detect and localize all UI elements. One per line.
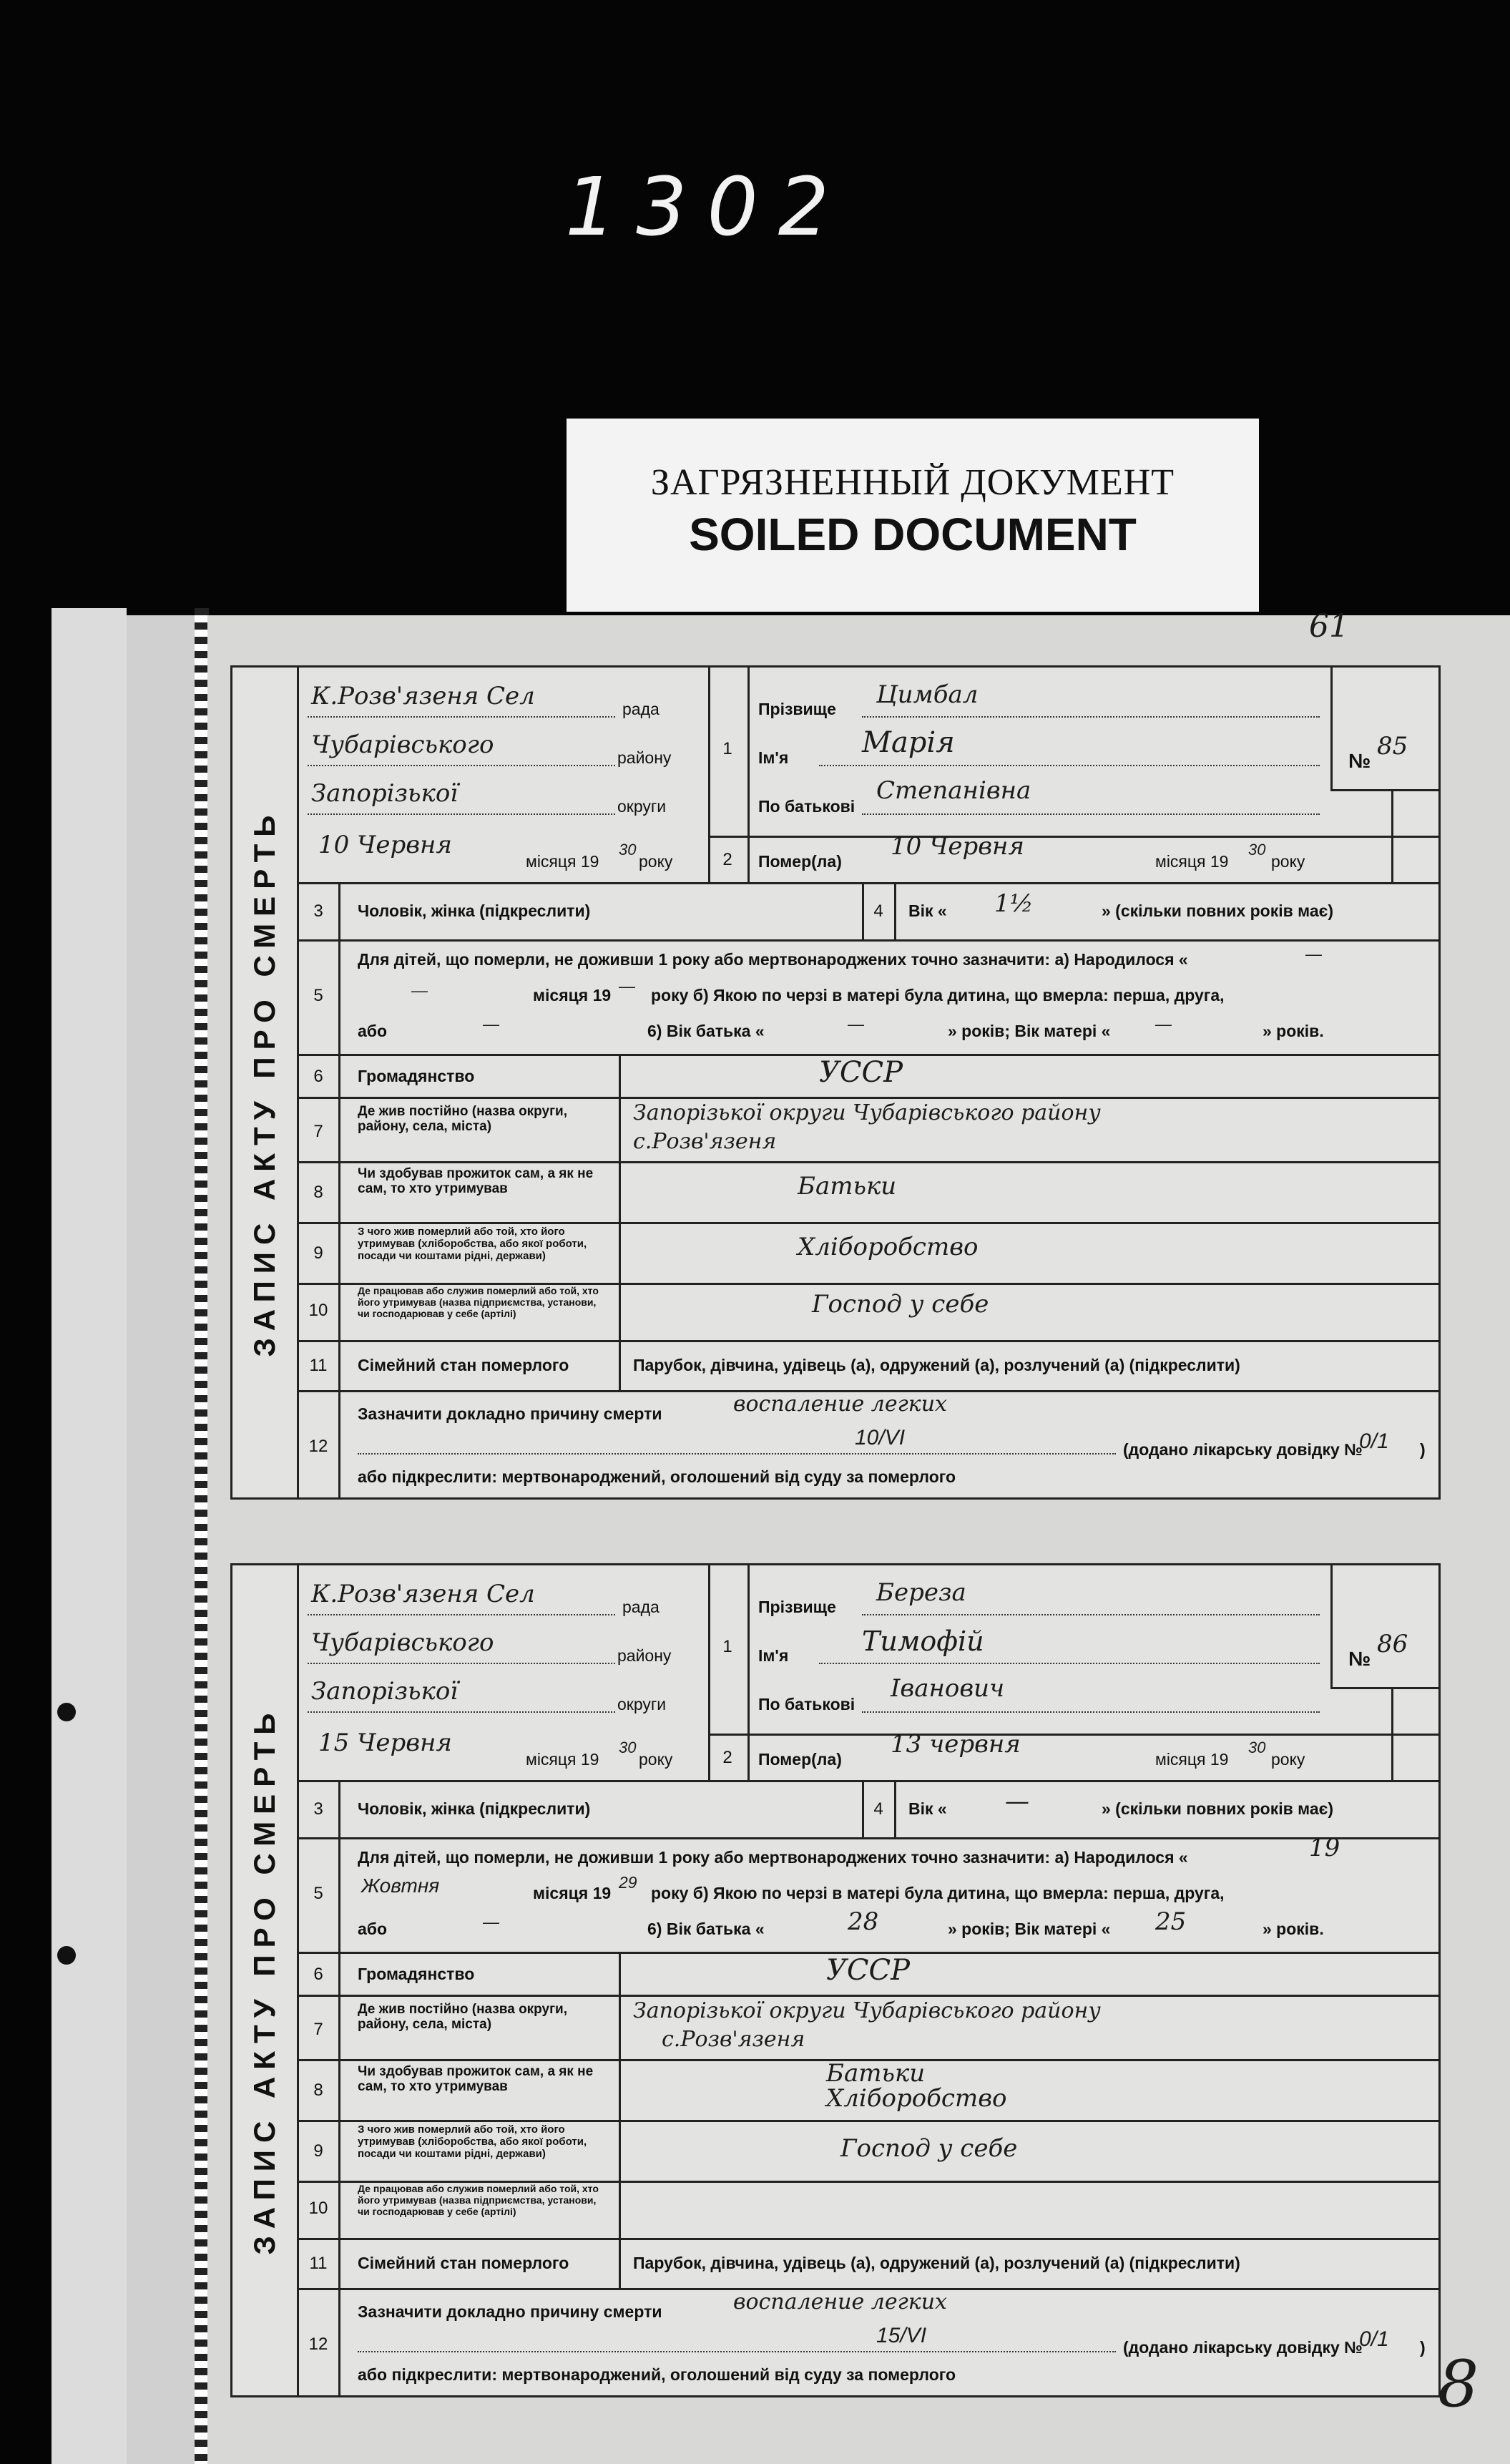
number-label: № [1348, 1648, 1371, 1670]
cert-value: 0/1 [1359, 2327, 1389, 2351]
livelihood-value: Батьки [826, 2059, 926, 2088]
livelihood-label: Чи здобував прожиток сам, а як не сам, то хто утримував [358, 1166, 594, 1196]
child-line2: місяця 19 [533, 1884, 612, 1902]
okrug-label: округи [617, 1695, 667, 1713]
child-line3b: 6) Вік батька « [647, 1022, 765, 1040]
livelihood-label: Чи здобував прожиток сам, а як не сам, то хто утримував [358, 2064, 594, 2094]
cert-close: ) [1420, 2338, 1426, 2357]
born-year-value: — [619, 977, 635, 995]
child-line3a: або [358, 1920, 388, 1938]
record-number: 86 [1377, 1630, 1408, 1658]
sex-label: Чоловік, жінка (підкреслити) [358, 1799, 591, 1818]
age-tail: » (скільки повних років має) [1102, 901, 1334, 920]
cert-close: ) [1420, 1440, 1426, 1459]
cause-label: Зазначити докладно причину смерти [358, 2302, 662, 2321]
died-year-value: 30 [1248, 1739, 1266, 1756]
born-day-value: — [1305, 944, 1322, 963]
name-label: Ім'я [758, 1646, 789, 1665]
roku-label: року [639, 1750, 673, 1769]
okrug-value: Запорізької [311, 1677, 459, 1706]
year-value: 30 [619, 841, 637, 859]
occupation-label: З чого жив померлий або той, хто його утримував (хліборобства, або якої роботи, посади чи коштами рідні, держави) [358, 1226, 587, 1262]
employer-value: Господ у себе [812, 1290, 989, 1319]
cert-label: (додано лікарську довідку № [1123, 1440, 1363, 1459]
marital-options: Парубок, дівчина, удівець (а), одружений (а), розлучений (а) (підкреслити) [633, 1356, 1240, 1374]
binding-edge [52, 608, 127, 2464]
child-line3c: » років; Вік матері « [948, 1022, 1111, 1040]
died-roku-label: року [1271, 1750, 1305, 1769]
rada-value: К.Розв'язеня Сел [311, 1580, 535, 1608]
residence-label: Де жив постійно (назва округи, району, села, міста) [358, 1104, 567, 1134]
child-line3b: 6) Вік батька « [647, 1920, 765, 1938]
cert-value: 0/1 [1359, 1429, 1389, 1453]
born-day-value: 19 [1309, 1834, 1340, 1862]
cause-label: Зазначити докладно причину смерти [358, 1404, 662, 1423]
margin-mark: 8 [1438, 2347, 1479, 2422]
child-line3d: » років. [1263, 1022, 1324, 1040]
cause-date-value: 15/VI [876, 2324, 927, 2347]
number-label: № [1348, 750, 1371, 772]
occupation-label: З чого жив померлий або той, хто його утримував (хліборобства, або якої роботи, посади чи коштами рідні, держави) [358, 2123, 587, 2160]
alt-label: або підкреслити: мертвонароджений, оголошений від суду за померлого [358, 2365, 956, 2384]
citizenship-value: УССР [819, 1056, 903, 1089]
raion-label: району [617, 748, 672, 767]
death-record-2: ЗАПИС АКТУ ПРО СМЕРТЬ К.Розв'язеня Сел рада Чубарівського району Запорізької округи 15 Червня місяця 19 30 року 1 2 Прізвище Береза Ім'я Тимофій По батькові Іванович № 86 Помер(ла) 13 червня місяця 19 30 року 3 Чоловік, жінка (підкреслити) 4 Вік « — » (скільки повних років має) 5 Для дітей, що померли, не доживши 1 року або мертвонароджених точно зазначити: а) Народилося « 19 Жовтня місяця 19 29 року б) Якою по черзі в матері була дитина, що вмерла: перша, друга, або — 6) Вік батька « 28 » років; Вік матері « 25 » років. 6 Громадянство УССР 7 Де жив постійно (назва округи, району, села, міста) Запорізької округи Чубарівського району с.Розв'язеня 8 Чи здобував прожиток сам, а як не сам, то хто утримував Батьки 9 З чого жив померлий або той, хто його утримував (хліборобства, або якої роботи, посади чи коштами рідні, держави) Хліборобство 10 Де працював або служив померлий або той, хто його утримував (назва підприємства, установи, чи господарював у себе (артілі) Господ у себе 11 Сімейний стан померлого Парубок, дівчина, удівець (а), одружений (а), розлучений (а) (підкреслити) 12 Зазначити докладно причину смерти воспаление легких 15/VI (додано лікарську довідку № 0/1 ) або підкреслити: мертвонароджений, оголошений від суду за померлого [230, 1563, 1441, 2397]
child-line1: Для дітей, що померли, не доживши 1 року або мертвонароджених точно зазначити: а) Народилося « [358, 950, 1188, 969]
employer-value: Господ у себе [840, 2134, 1018, 2163]
order-value: — [483, 1015, 499, 1033]
died-roku-label: року [1271, 852, 1305, 871]
occupation-value: Хліборобство [798, 1233, 979, 1261]
child-line2: місяця 19 [533, 986, 612, 1004]
patronymic-value: Іванович [891, 1674, 1005, 1703]
surname-value: Цимбал [876, 680, 979, 709]
died-month-label: місяця 19 [1155, 1750, 1229, 1769]
citizenship-label: Громадянство [358, 1067, 475, 1085]
livelihood-value: Батьки [798, 1172, 897, 1201]
marital-label: Сімейний стан померлого [358, 1356, 569, 1374]
roku-label: року [639, 852, 673, 871]
age-tail: » (скільки повних років має) [1102, 1799, 1334, 1818]
father-age-value: — [848, 1015, 864, 1033]
cause-date-value: 10/VI [855, 1426, 906, 1449]
died-label: Помер(ла) [758, 1750, 842, 1769]
stamp-russian: ЗАГРЯЗНЕННЫЙ ДОКУМЕНТ [650, 462, 1175, 503]
marital-options: Парубок, дівчина, удівець (а), одружений (а), розлучений (а) (підкреслити) [633, 2254, 1240, 2272]
died-value: 10 Червня [891, 832, 1024, 861]
died-month-label: місяця 19 [1155, 852, 1229, 871]
mother-age-value: — [1155, 1015, 1172, 1033]
binding-strip [127, 615, 202, 2464]
residence-value: Запорізької округи Чубарівського району [633, 1998, 1101, 2023]
mother-age-value: 25 [1155, 1907, 1187, 1936]
okrug-value: Запорізької [311, 779, 459, 808]
patronymic-label: По батькові [758, 1695, 855, 1713]
page-mark: 61 [1309, 608, 1349, 645]
name-label: Ім'я [758, 748, 789, 767]
surname-label: Прізвище [758, 1598, 836, 1616]
month-year-label: місяця 19 [526, 1750, 599, 1769]
death-record-1: ЗАПИС АКТУ ПРО СМЕРТЬ К.Розв'язеня Сел рада Чубарівського району Запорізької округи 10 Червня місяця 19 30 року 1 2 Прізвище Цимбал Ім'я Марія По батькові Степанівна № 85 Помер(ла) 10 Червня місяця 19 30 року 3 Чоловік, жінка (підкреслити) 4 Вік « 1½ » (скільки повних років має) 5 Для дітей, що померли, не доживши 1 року або мертвонароджених точно зазначити: а) Народилося « — — місяця 19 — року б) Якою по черзі в матері була дитина, що вмерла: перша, друга, або — 6) Вік батька « — » років; Вік матері « — » років. 6 Громадянство УССР 7 Де жив постійно (назва округи, району, села, міста) Запорізької округи Чубарівського району с.Розв'язеня 8 Чи здобував прожиток сам, а як не сам, то хто утримував Батьки 9 З чого жив померлий або той, хто його утримував (хліборобства, або якої роботи, посади чи коштами рідні, держави) Хліборобство 10 Де працював або служив померлий або той, хто його утримував (назва підприємства, установи, чи господарював у себе (артілі) Господ у себе 11 Сімейний стан померлого Парубок, дівчина, удівець (а), одружений (а), розлучений (а) (підкреслити) 12 Зазначити докладно причину смерти воспаление легких 10/VI (додано лікарську довідку № 0/1 ) або підкреслити: мертвонароджений, оголошений від суду за померлого [230, 665, 1441, 1500]
side-title: ЗАПИС АКТУ ПРО СМЕРТЬ [232, 668, 299, 1497]
employer-label: Де працював або служив померлий або той, хто його утримував (назва підприємства, установи, чи господарював у себе (артілі) [358, 2183, 599, 2217]
rada-label: рада [622, 700, 660, 718]
year-value: 30 [619, 1739, 637, 1756]
citizenship-label: Громадянство [358, 1965, 475, 1983]
residence-value-2: с.Розв'язеня [633, 1129, 777, 1154]
died-year-value: 30 [1248, 841, 1266, 859]
raion-value: Чубарівського [311, 730, 494, 759]
record-number: 85 [1377, 732, 1408, 761]
name-value: Тимофій [862, 1625, 984, 1657]
citizenship-value: УССР [826, 1954, 911, 1987]
rada-value: К.Розв'язеня Сел [311, 682, 535, 710]
child-line3d: » років. [1263, 1920, 1324, 1938]
child-line2b: року б) Якою по черзі в матері була дитина, що вмерла: перша, друга, [651, 1884, 1225, 1902]
residence-value-2: с.Розв'язеня [662, 2027, 805, 2052]
born-month-value: Жовтня [361, 1874, 440, 1897]
cause-value: воспаление легких [733, 2289, 947, 2314]
sex-label: Чоловік, жінка (підкреслити) [358, 901, 591, 920]
born-month-value: — [411, 981, 428, 999]
child-line3c: » років; Вік матері « [948, 1920, 1111, 1938]
father-age-value: 28 [848, 1907, 879, 1936]
child-line1: Для дітей, що померли, не доживши 1 року або мертвонароджених точно зазначити: а) Народилося « [358, 1848, 1188, 1867]
side-title: ЗАПИС АКТУ ПРО СМЕРТЬ [232, 1565, 299, 2395]
name-value: Марія [862, 726, 955, 759]
frame-number: 1302 [565, 161, 850, 254]
occupation-value: Хліборобство [826, 2084, 1007, 2113]
order-value: — [483, 1912, 499, 1931]
surname-label: Прізвище [758, 700, 836, 718]
child-line2b: року б) Якою по черзі в матері була дитина, що вмерла: перша, друга, [651, 986, 1225, 1004]
residence-value: Запорізької округи Чубарівського району [633, 1100, 1101, 1125]
died-label: Помер(ла) [758, 852, 842, 871]
month-year-label: місяця 19 [526, 852, 599, 871]
age-value: — [1005, 1787, 1029, 1816]
date-value: 15 Червня [318, 1729, 452, 1757]
soiled-document-stamp [567, 419, 1259, 612]
child-line3a: або [358, 1022, 388, 1040]
surname-value: Береза [876, 1578, 966, 1607]
died-value: 13 червня [891, 1730, 1021, 1759]
rada-label: рада [622, 1598, 660, 1616]
cert-label: (додано лікарську довідку № [1123, 2338, 1363, 2357]
age-value: 1½ [994, 889, 1034, 918]
patronymic-label: По батькові [758, 797, 855, 816]
age-label: Вік « [908, 901, 947, 920]
binding-hole [57, 1703, 76, 1721]
patronymic-value: Степанівна [876, 776, 1031, 805]
binding-hole [57, 1946, 76, 1965]
register-page [207, 608, 1510, 2464]
stamp-english: SOILED DOCUMENT [689, 509, 1137, 560]
cause-value: воспаление легких [733, 1392, 947, 1417]
employer-label: Де працював або служив померлий або той, хто його утримував (назва підприємства, установи, чи господарював у себе (артілі) [358, 1285, 599, 1319]
residence-label: Де жив постійно (назва округи, району, села, міста) [358, 2002, 567, 2032]
date-value: 10 Червня [318, 831, 452, 859]
binding-stitches [195, 608, 209, 2464]
age-label: Вік « [908, 1799, 947, 1818]
okrug-label: округи [617, 797, 667, 816]
raion-value: Чубарівського [311, 1628, 494, 1657]
alt-label: або підкреслити: мертвонароджений, оголошений від суду за померлого [358, 1467, 956, 1486]
marital-label: Сімейний стан померлого [358, 2254, 569, 2272]
born-year-value: 29 [619, 1873, 637, 1892]
raion-label: району [617, 1646, 672, 1665]
